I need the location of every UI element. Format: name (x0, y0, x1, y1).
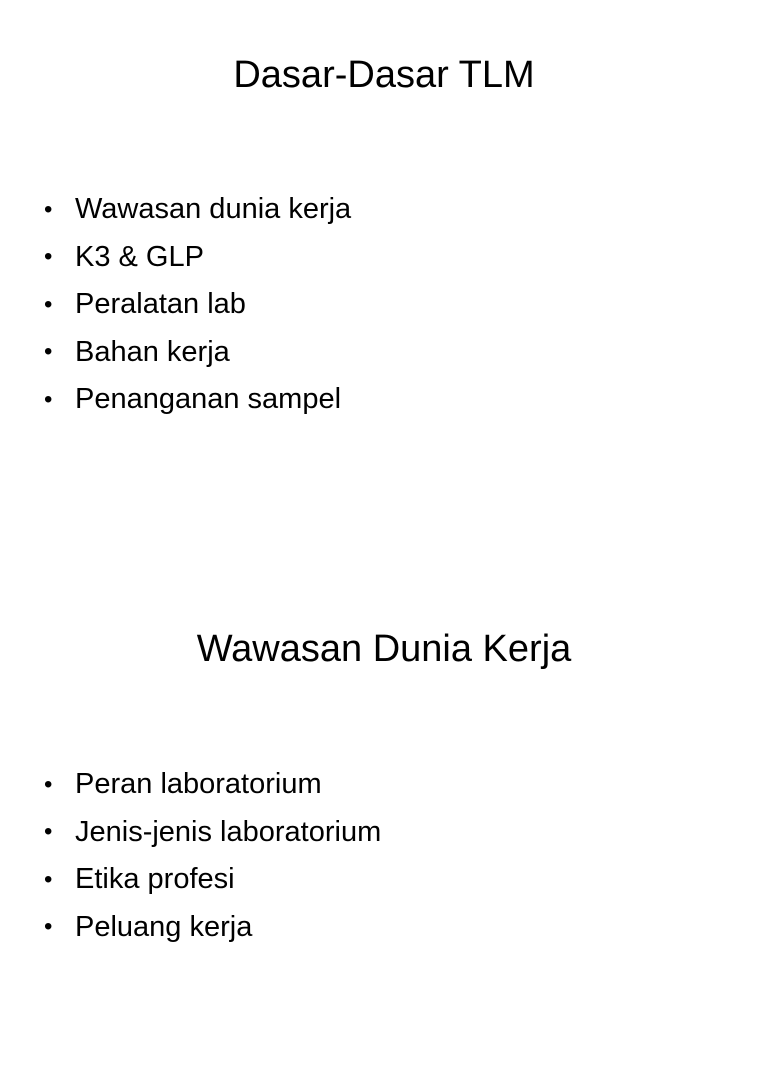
bullet-icon: • (44, 195, 53, 223)
list-item-text: Penanganan sampel (75, 383, 342, 416)
list-item (44, 186, 351, 234)
slide-2 (0, 576, 768, 1088)
bullet-list (44, 761, 381, 951)
bullet-icon: • (44, 865, 53, 893)
list-item (44, 376, 351, 424)
bullet-icon: • (44, 818, 53, 846)
list-item-text: Etika profesi (75, 863, 235, 896)
list-item (44, 904, 381, 952)
bullet-icon: • (44, 290, 53, 318)
bullet-list (44, 186, 351, 424)
bullet-icon: • (44, 385, 53, 413)
list-item-text: Peluang kerja (75, 910, 253, 943)
list-item-text: Peran laboratorium (75, 768, 322, 801)
list-item-text: Jenis-jenis laboratorium (75, 815, 382, 848)
slide-1 (0, 0, 768, 512)
list-item-text: Bahan kerja (75, 335, 230, 368)
list-item-text: K3 & GLP (75, 240, 204, 273)
slide-title: Dasar-Dasar TLM (233, 54, 535, 96)
bullet-icon: • (44, 913, 53, 941)
list-item (44, 329, 351, 377)
slide-title: Wawasan Dunia Kerja (196, 628, 572, 670)
list-item (44, 281, 351, 329)
list-item (44, 856, 381, 904)
bullet-icon: • (44, 770, 53, 798)
bullet-icon: • (44, 243, 53, 271)
list-item (44, 234, 351, 282)
list-item-text: Peralatan lab (75, 288, 246, 321)
list-item (44, 761, 381, 809)
list-item (44, 809, 381, 857)
bullet-icon: • (44, 338, 53, 366)
list-item-text: Wawasan dunia kerja (75, 193, 352, 226)
